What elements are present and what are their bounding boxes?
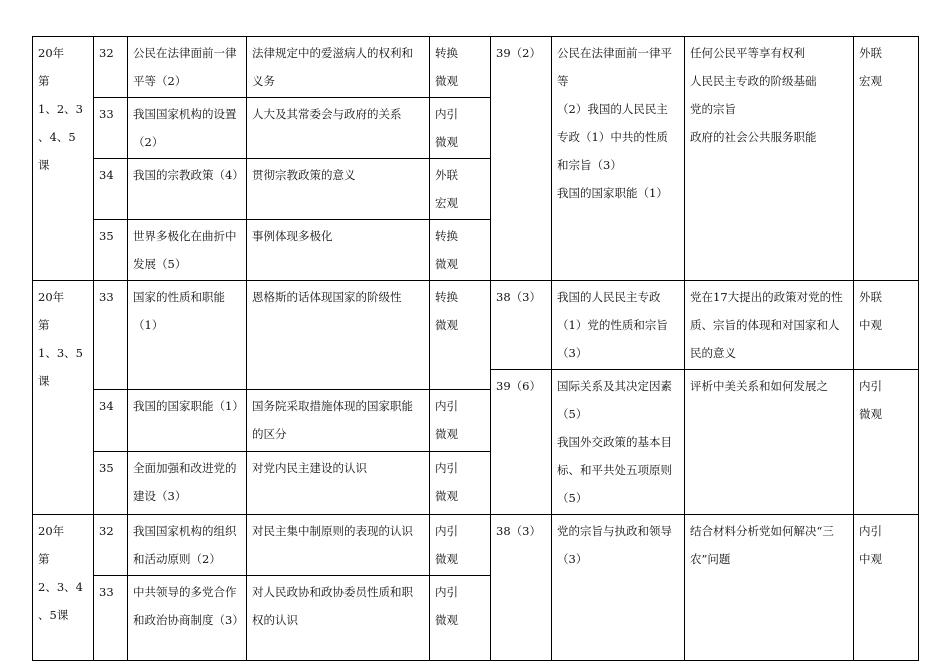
test-focus: 党在17大提出的政策对党的性质、宗旨的体现和对国家和人民的意义 [685,281,854,370]
question-type: 内引 中观 [854,515,919,661]
question-number: 39（2） [491,37,552,281]
question-type: 外联 宏观 [430,159,491,220]
question-number: 35 [94,452,128,515]
question-type: 内引 微观 [430,515,491,576]
test-focus: 对民主集中制原则的表现的认识 [247,515,430,576]
unit-cell: 20年 第 1、3、5 课 [33,281,94,515]
question-type: 内引 微观 [430,98,491,159]
test-focus: 事例体现多极化 [247,220,430,281]
question-type: 内引 微观 [430,390,491,452]
knowledge-point: 我国国家机构的设置（2） [128,98,247,159]
knowledge-point: 国际关系及其决定因素（5） 我国外交政策的基本目标、和平共处五项原则（5） [552,370,685,515]
test-focus: 国务院采取措施体现的国家职能的区分 [247,390,430,452]
question-type: 内引 微观 [430,576,491,661]
test-focus: 对人民政协和政协委员性质和职权的认识 [247,576,430,661]
test-focus: 评析中美关系和如何发展之 [685,370,854,515]
test-focus: 对党内民主建设的认识 [247,452,430,515]
table-row [33,281,919,370]
question-type: 转换 微观 [430,220,491,281]
question-type: 转换 微观 [430,281,491,390]
table-row [33,515,919,576]
question-type: 内引 微观 [430,452,491,515]
question-number: 34 [94,159,128,220]
knowledge-point: 世界多极化在曲折中发展（5） [128,220,247,281]
question-number: 38（3） [491,515,552,661]
test-focus: 恩格斯的话体现国家的阶级性 [247,281,430,390]
knowledge-point: 党的宗旨与执政和领导（3） [552,515,685,661]
question-type: 外联 宏观 [854,37,919,281]
question-type: 外联 中观 [854,281,919,370]
test-focus: 贯彻宗教政策的意义 [247,159,430,220]
question-number: 34 [94,390,128,452]
unit-cell: 20年 第 2、3、4 、5课 [33,515,94,661]
question-number: 33 [94,98,128,159]
exam-analysis-table [32,36,919,661]
question-number: 35 [94,220,128,281]
knowledge-point: 我国的人民民主专政（1）党的性质和宗旨（3） [552,281,685,370]
question-number: 32 [94,515,128,576]
test-focus: 人大及其常委会与政府的关系 [247,98,430,159]
knowledge-point: 公民在法律面前一律平等（2） [128,37,247,98]
question-number: 32 [94,37,128,98]
test-focus: 法律规定中的爱滋病人的权利和义务 [247,37,430,98]
table-row [33,37,919,98]
question-number: 33 [94,281,128,390]
question-number: 38（3） [491,281,552,370]
knowledge-point: 中共领导的多党合作和政治协商制度（3） [128,576,247,661]
test-focus: 结合材料分析党如何解决“三农”问题 [685,515,854,661]
question-type: 转换 微观 [430,37,491,98]
knowledge-point: 我国国家机构的组织和活动原则（2） [128,515,247,576]
question-type: 内引 微观 [854,370,919,515]
knowledge-point: 国家的性质和职能（1） [128,281,247,390]
knowledge-point: 全面加强和改进党的建设（3） [128,452,247,515]
knowledge-point: 公民在法律面前一律平等 （2）我国的人民民主专政（1）中共的性质和宗旨（3） 我国的国家职能（1） [552,37,685,281]
test-focus: 任何公民平等享有权利 人民民主专政的阶级基础 党的宗旨 政府的社会公共服务职能 [685,37,854,281]
question-number: 33 [94,576,128,661]
unit-cell: 20年 第 1、2、3 、4、5 课 [33,37,94,281]
knowledge-point: 我国的国家职能（1） [128,390,247,452]
knowledge-point: 我国的宗教政策（4） [128,159,247,220]
question-number: 39（6） [491,370,552,515]
